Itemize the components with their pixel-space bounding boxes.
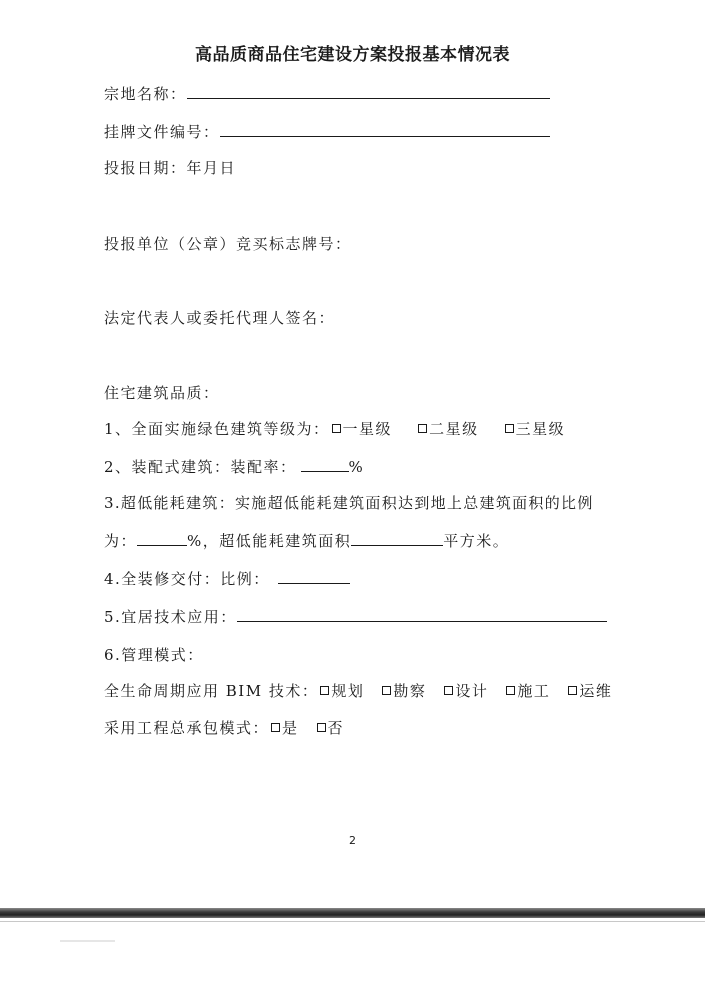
- checkbox-icon: [418, 424, 427, 433]
- legal-rep-row: [104, 308, 335, 328]
- quality-heading: [104, 383, 220, 403]
- ultra-low-area-blank[interactable]: [351, 531, 443, 546]
- checkbox-icon: [506, 686, 515, 695]
- full-fitout-label: 4.全装修交付：比例：: [104, 570, 270, 588]
- site-name-row: [104, 84, 550, 104]
- checkbox-icon: [382, 686, 391, 695]
- green-building-label: 1、全面实施绿色建筑等级为：: [104, 420, 330, 438]
- checkbox-icon: [568, 686, 577, 695]
- listing-doc-label: 挂牌文件编号：: [104, 123, 220, 141]
- prefab-label: 2、装配式建筑：装配率：: [104, 458, 297, 476]
- bidder-unit-label: 投报单位（公章）竞买标志牌号：: [104, 235, 352, 253]
- epc-label: 采用工程总承包模式：: [104, 719, 270, 737]
- checkbox-icon: [271, 723, 280, 732]
- checkbox-icon: [317, 723, 326, 732]
- legal-rep-label: 法定代表人或委托代理人签名：: [104, 309, 336, 327]
- scan-edge-line: [0, 921, 705, 922]
- checkbox-icon: [332, 424, 341, 433]
- checkbox-icon: [444, 686, 453, 695]
- scan-smudge: [60, 940, 115, 942]
- option-two-star[interactable]: 二星级: [416, 420, 479, 438]
- bim-row: [104, 681, 612, 701]
- checkbox-icon: [505, 424, 514, 433]
- ultra-low-label: 3.超低能耗建筑：实施超低能耗建筑面积达到地上总建筑面积的比例: [104, 494, 594, 512]
- bim-option-planning[interactable]: 规划: [318, 682, 364, 700]
- site-name-blank[interactable]: [187, 84, 550, 99]
- bim-option-design[interactable]: 设计: [442, 682, 488, 700]
- ultra-low-row-1: [104, 493, 594, 513]
- listing-doc-blank[interactable]: [220, 122, 550, 137]
- prefab-rate-blank[interactable]: [301, 457, 349, 472]
- full-fitout-row: [104, 569, 350, 589]
- livable-tech-label: 5.宜居技术应用：: [104, 608, 237, 626]
- epc-option-yes[interactable]: 是: [269, 719, 299, 737]
- scan-edge-bar: [0, 908, 705, 918]
- bim-label: 全生命周期应用 BIM 技术：: [104, 682, 319, 700]
- management-heading: [104, 645, 204, 665]
- option-three-star[interactable]: 三星级: [503, 420, 566, 438]
- listing-doc-row: [104, 122, 550, 142]
- checkbox-icon: [320, 686, 329, 695]
- ultra-low-suffix: 平方米。: [443, 532, 510, 550]
- bim-option-survey[interactable]: 勘察: [380, 682, 426, 700]
- bim-option-operation[interactable]: 运维: [566, 682, 612, 700]
- green-building-row: [104, 419, 589, 439]
- epc-option-no[interactable]: 否: [315, 719, 345, 737]
- ultra-low-middle: %，超低能耗建筑面积: [187, 532, 352, 550]
- page-number: 2: [349, 834, 356, 847]
- livable-tech-row: [104, 607, 607, 627]
- ultra-low-ratio-blank[interactable]: [137, 531, 187, 546]
- epc-row: [104, 718, 344, 738]
- option-one-star[interactable]: 一星级: [330, 420, 393, 438]
- bim-option-construction[interactable]: 施工: [504, 682, 550, 700]
- ultra-low-row-2: [104, 531, 509, 551]
- prefab-row: [104, 457, 364, 477]
- prefab-unit: %: [348, 458, 365, 476]
- full-fitout-blank[interactable]: [278, 569, 350, 584]
- page-title: 高品质商品住宅建设方案投报基本情况表: [195, 45, 510, 65]
- bid-date-label: 投报日期：年月日: [104, 159, 237, 177]
- quality-heading-text: 住宅建筑品质：: [104, 384, 220, 402]
- site-name-label: 宗地名称：: [104, 85, 187, 103]
- ultra-low-prefix: 为：: [104, 532, 138, 550]
- management-heading-text: 6.管理模式：: [104, 646, 204, 664]
- bid-date-row: [104, 158, 236, 178]
- livable-tech-blank[interactable]: [237, 607, 607, 622]
- bidder-unit-row: [104, 234, 352, 254]
